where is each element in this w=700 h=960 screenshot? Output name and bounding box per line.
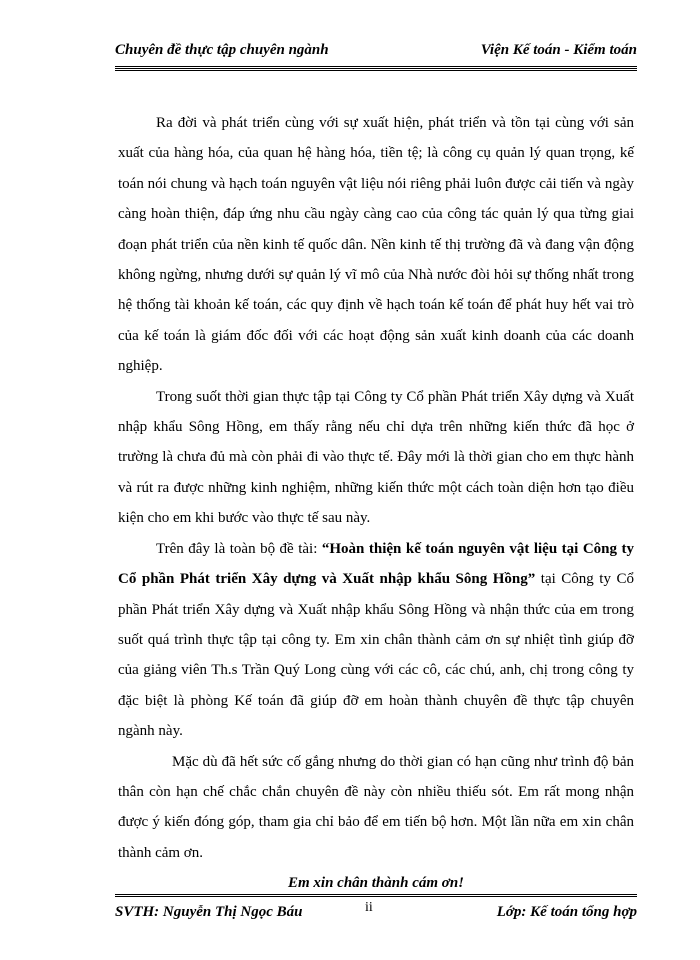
footer-student-name: SVTH: Nguyễn Thị Ngọc Báu xyxy=(115,904,303,920)
header-institute-name: Viện Kế toán - Kiểm toán xyxy=(480,42,637,58)
paragraph-1: Ra đời và phát triển cùng với sự xuất hiện, phát triển và tồn tại cùng với sản xuất của hàng hóa, của quan hệ hàng hóa, tiền tệ; là công cụ quản lý quan trọng, kế toán nói chung và hạch toán nguyên vật liệu nói riêng phải luôn được cải tiến và ngày càng hoàn thiện, đáp ứng nhu cầu ngày càng cao của công tác quản lý qua từng giai đoạn phát triển của nền kinh tế quốc dân. Nền kinh tế thị trường đã và đang vận động không ngừng, nhưng dưới sự quản lý vĩ mô của Nhà nước đòi hỏi sự thống nhất trong hệ thống tài khoản kế toán, các quy định về hạch toán kế toán để phát huy hết vai trò của kế toán là giám đốc đối với các hoạt động sản xuất kinh doanh của các doanh nghiệp. xyxy=(118,115,634,375)
header-document-title: Chuyên đề thực tập chuyên ngành xyxy=(115,42,329,58)
footer-divider xyxy=(115,894,637,897)
closing-thanks: Em xin chân thành cám ơn! xyxy=(287,875,465,892)
footer-class-name: Lớp: Kế toán tổng hợp xyxy=(496,904,637,920)
paragraph-4: Mặc dù đã hết sức cố gắng nhưng do thời gian có hạn cũng như trình độ bản thân còn hạn chế chắc chắn chuyên đề này còn nhiều thiếu sót. Em rất mong nhận được ý kiến đóng góp, tham gia chỉ bảo để em tiến bộ hơn. Một lần nữa em xin chân thành cảm ơn. xyxy=(118,753,634,861)
paragraph-3-rest: tại Công ty Cổ phần Phát triển Xây dựng và Xuất nhập khẩu Sông Hồng và nhận thức của em trong suốt quá trình thực tập tại công ty. Em xin chân thành cảm ơn sự nhiệt tình giúp đỡ của giảng viên Th.s Trần Quý Long cùng với các cô, các chú, anh, chị trong công ty đặc biệt là phòng Kế toán đã giúp đỡ em hoàn thành chuyên đề thực tập chuyên ngành này. xyxy=(118,571,634,740)
page-header xyxy=(115,40,637,64)
header-divider xyxy=(115,66,637,71)
paragraph-2: Trong suốt thời gian thực tập tại Công ty Cổ phần Phát triển Xây dựng và Xuất nhập khẩu Sông Hồng, em thấy rằng nếu chỉ dựa trên những kiến thức đã học ở trường là chưa đủ mà còn phải đi vào thực tế. Đây mới là thời gian cho em thực hành và rút ra được những kinh nghiệm, những kiến thức một cách toàn diện hơn tạo điều kiện cho em khi bước vào thực tế sau này. xyxy=(118,388,634,527)
paragraph-3 xyxy=(118,534,634,747)
paragraph-3-intro: Trên đây là toàn bộ đề tài: xyxy=(156,540,322,557)
page-footer xyxy=(115,902,637,924)
thesis-title: “Hoàn thiện kế toán nguyên vật liệu tại Công ty Cổ phần Phát triển Xây dựng và Xuất nhập khẩu Sông Hồng” xyxy=(118,540,634,588)
preface-body xyxy=(118,108,634,899)
page-number: ii xyxy=(365,900,373,915)
